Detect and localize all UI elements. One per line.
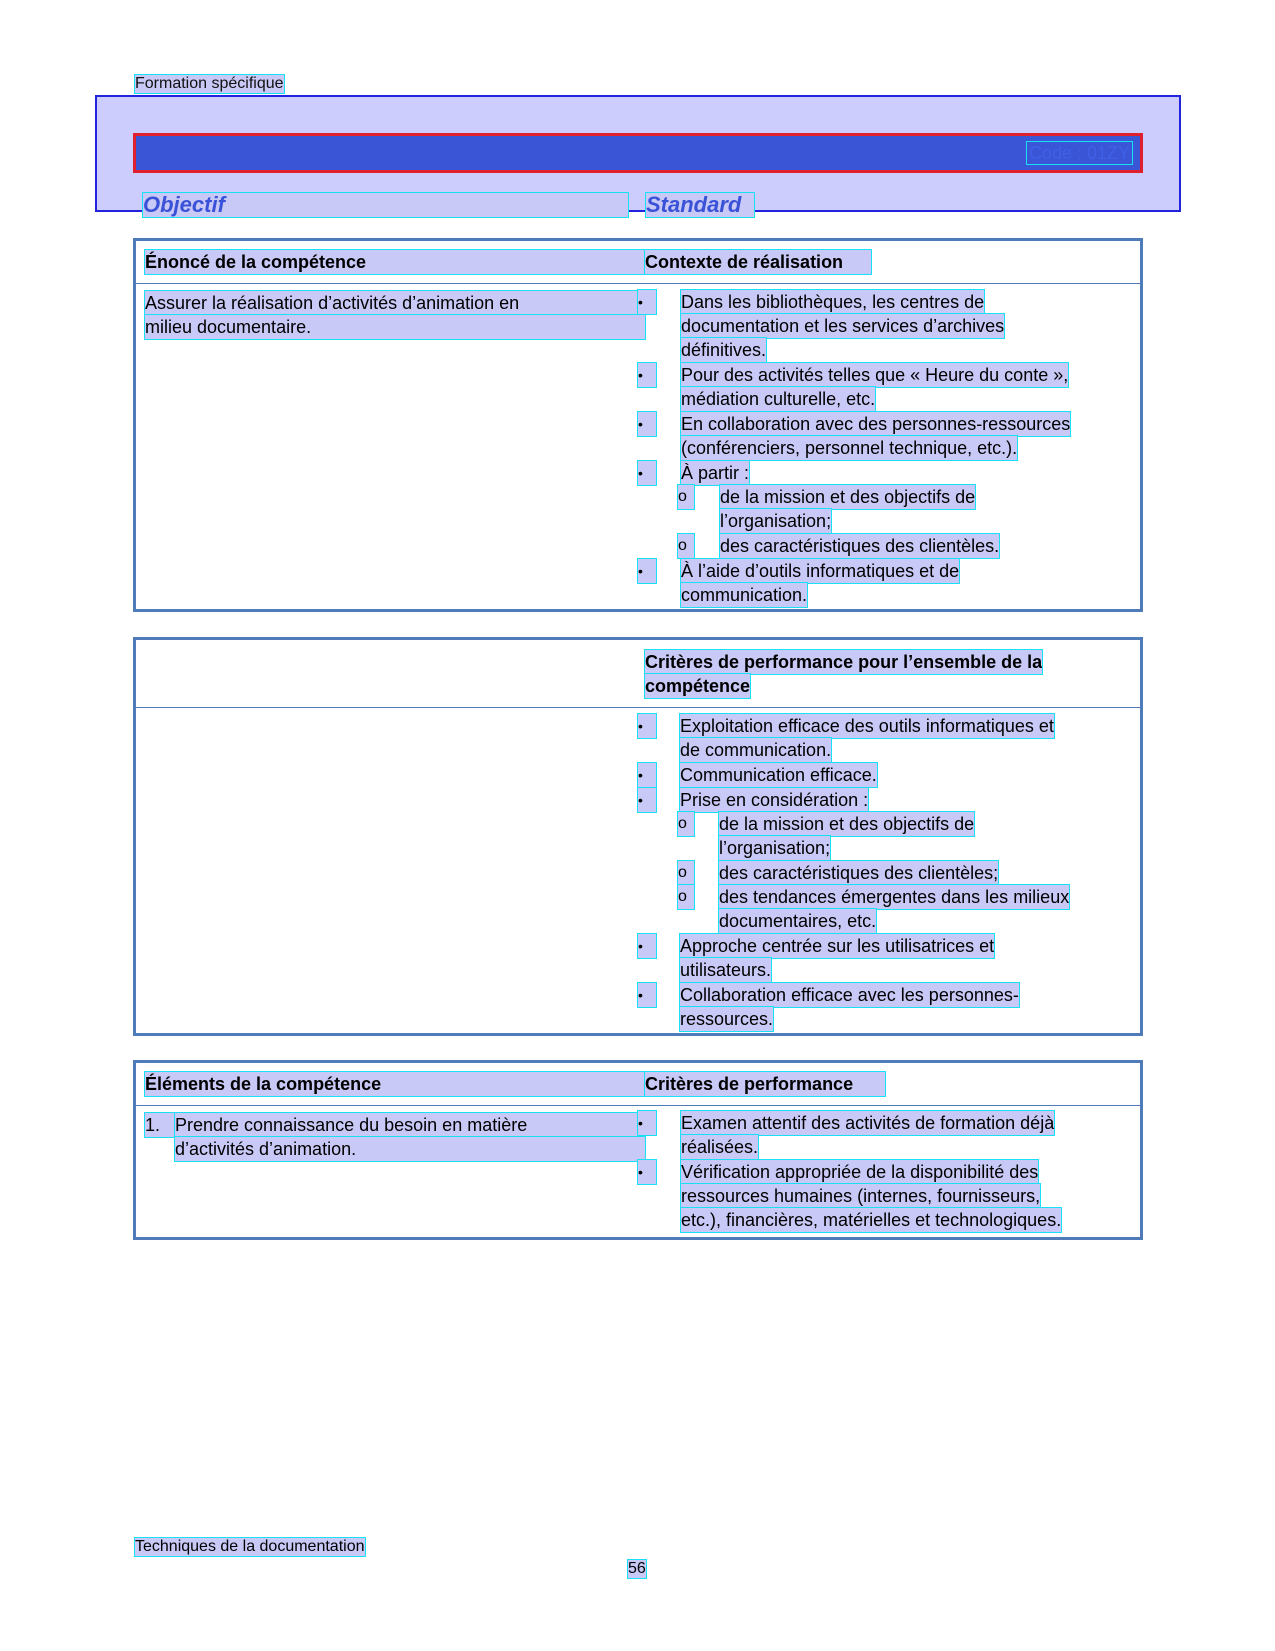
overall-criterion-4-line2: utilisateurs. — [680, 960, 772, 980]
sub-bullet-icon: o — [678, 485, 694, 509]
criterion-2-line2: ressources humaines (internes, fournisseurs, — [681, 1186, 1041, 1206]
context-item-1-line3: définitives. — [681, 340, 767, 360]
context-item-5-line1: À l’aide d’outils informatiques et de — [681, 561, 960, 581]
element-1-line1: Prendre connaissance du besoin en matière — [175, 1113, 645, 1137]
page-number: 56 — [628, 1560, 646, 1577]
element-number: 1. — [145, 1113, 175, 1137]
context-subitem-1-line2: l’organisation; — [720, 511, 832, 531]
overall-criterion-1-line1: Exploitation efficace des outils informatiques et — [680, 716, 1054, 736]
sub-bullet-icon: o — [678, 861, 694, 885]
overall-subcriterion-1-line2: l’organisation; — [719, 838, 831, 858]
criterion-1-line2: réalisées. — [681, 1137, 759, 1157]
bullet-icon: • — [638, 788, 656, 812]
overall-subcriterion-3-line2: documentaires, etc. — [719, 911, 877, 931]
competency-code: Code : 01ZY — [1028, 143, 1130, 163]
overall-criteria-table — [133, 637, 1143, 1036]
sub-bullet-icon: o — [678, 812, 694, 836]
objective-heading: Objectif — [143, 193, 628, 217]
overall-subcriterion-3-line1: des tendances émergentes dans les milieux — [719, 887, 1070, 907]
bullet-icon: • — [638, 461, 656, 485]
bullet-icon: • — [638, 934, 656, 958]
context-subitem-2-line1: des caractéristiques des clientèles. — [720, 536, 1000, 556]
context-heading: Contexte de réalisation — [645, 250, 871, 274]
context-item-4-line1: À partir : — [681, 463, 750, 483]
overall-criterion-1-line2: de communication. — [680, 740, 832, 760]
context-subitem-1-line1: de la mission et des objectifs de — [720, 487, 976, 507]
document-header-label: Formation spécifique — [135, 75, 284, 92]
elements-heading: Éléments de la compétence — [145, 1072, 645, 1096]
overall-criterion-5-line1: Collaboration efficace avec les personnes- — [680, 985, 1019, 1005]
bullet-icon: • — [638, 983, 656, 1007]
overall-criterion-4-line1: Approche centrée sur les utilisatrices et — [680, 936, 995, 956]
overall-criterion-2-line1: Communication efficace. — [680, 765, 877, 785]
overall-subcriterion-2-line1: des caractéristiques des clientèles; — [719, 863, 999, 883]
bullet-icon: • — [638, 412, 656, 436]
code-bar — [133, 133, 1143, 173]
context-item-5-line2: communication. — [681, 585, 808, 605]
standard-heading: Standard — [646, 193, 754, 217]
context-item-1-line2: documentation et les services d’archives — [681, 316, 1005, 336]
bullet-icon: • — [638, 559, 656, 583]
bullet-icon: • — [638, 363, 656, 387]
bullet-icon: • — [638, 1111, 656, 1135]
overall-criteria-heading-line2: compétence — [645, 676, 751, 696]
overall-criterion-3-line1: Prise en considération : — [680, 790, 869, 810]
context-item-3-line2: (conférenciers, personnel technique, etc.). — [681, 438, 1018, 458]
competency-statement-line1: Assurer la réalisation d’activités d’animation en — [145, 291, 645, 315]
criteria-heading: Critères de performance — [645, 1072, 885, 1096]
context-item-3-line1: En collaboration avec des personnes-ressources — [681, 414, 1071, 434]
sub-bullet-icon: o — [678, 885, 694, 909]
context-item-1-line1: Dans les bibliothèques, les centres de — [681, 292, 985, 312]
bullet-icon: • — [638, 714, 656, 738]
competency-statement-line2: milieu documentaire. — [145, 315, 645, 339]
overall-subcriterion-1-line1: de la mission et des objectifs de — [719, 814, 975, 834]
sub-bullet-icon: o — [678, 534, 694, 558]
overall-criterion-5-line2: ressources. — [680, 1009, 774, 1029]
bullet-icon: • — [638, 763, 656, 787]
context-item-2-line2: médiation culturelle, etc. — [681, 389, 876, 409]
context-item-2-line1: Pour des activités telles que « Heure du conte », — [681, 365, 1069, 385]
element-1-line2: d’activités d’animation. — [175, 1137, 645, 1161]
criterion-2-line3: etc.), financières, matérielles et technologiques. — [681, 1210, 1062, 1230]
bullet-icon: • — [638, 1160, 656, 1184]
competency-statement-heading: Énoncé de la compétence — [145, 250, 645, 274]
criterion-1-line1: Examen attentif des activités de formation déjà — [681, 1113, 1055, 1133]
overall-criteria-heading-line1: Critères de performance pour l’ensemble de la — [645, 652, 1043, 672]
criterion-2-line1: Vérification appropriée de la disponibilité des — [681, 1162, 1039, 1182]
bullet-icon: • — [638, 290, 656, 314]
footer-program-name: Techniques de la documentation — [135, 1538, 365, 1555]
